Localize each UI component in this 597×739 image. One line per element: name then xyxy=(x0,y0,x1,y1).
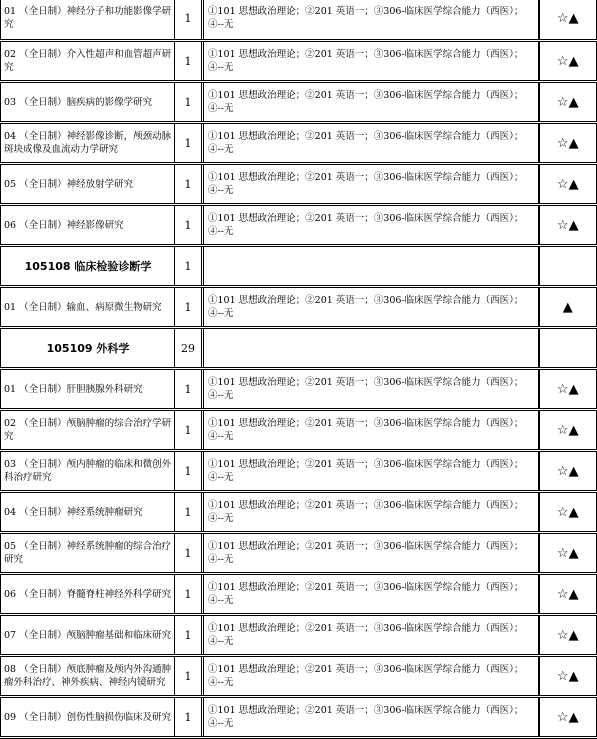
table-row xyxy=(1,574,597,615)
remark-symbol: ☆▲ xyxy=(539,656,597,697)
remark-symbol: ☆▲ xyxy=(539,41,597,82)
exam-subjects xyxy=(204,328,539,369)
table-row xyxy=(1,656,597,697)
remark-symbol: ☆▲ xyxy=(539,615,597,656)
direction-name: 09 （全日制）创伤性脑损伤临床及研究 xyxy=(1,697,175,738)
direction-name: 01 （全日制）输血、病原微生物研究 xyxy=(1,287,175,328)
enrollment-count: 1 xyxy=(175,451,202,492)
exam-subjects: ①101 思想政治理论；②201 英语一；③306-临床医学综合能力（西医）；④--无 xyxy=(204,615,539,656)
remark-symbol: ☆▲ xyxy=(539,205,597,246)
exam-subjects: ①101 思想政治理论；②201 英语一；③306-临床医学综合能力（西医）；④--无 xyxy=(204,164,539,205)
direction-name: 05 （全日制）神经放射学研究 xyxy=(1,164,175,205)
exam-subjects: ①101 思想政治理论；②201 英语一；③306-临床医学综合能力（西医）；④--无 xyxy=(204,492,539,533)
enrollment-count: 1 xyxy=(175,0,202,41)
enrollment-count: 1 xyxy=(175,533,202,574)
table-row xyxy=(1,492,597,533)
enrollment-count: 1 xyxy=(175,410,202,451)
table-row xyxy=(1,205,597,246)
direction-name: 02 （全日制）颅脑肿瘤的综合治疗学研究 xyxy=(1,410,175,451)
enrollment-count: 1 xyxy=(175,246,202,287)
enrollment-count: 1 xyxy=(175,41,202,82)
table-row xyxy=(1,451,597,492)
direction-name: 02 （全日制）介入性超声和血管超声研究 xyxy=(1,41,175,82)
exam-subjects: ①101 思想政治理论；②201 英语一；③306-临床医学综合能力（西医）；④--无 xyxy=(204,533,539,574)
exam-subjects: ①101 思想政治理论；②201 英语一；③306-临床医学综合能力（西医）；④--无 xyxy=(204,41,539,82)
remark-symbol: ☆▲ xyxy=(539,164,597,205)
exam-subjects: ①101 思想政治理论；②201 英语一；③306-临床医学综合能力（西医）；④--无 xyxy=(204,410,539,451)
direction-name: 03 （全日制）颅内肿瘤的临床和微创外科治疗研究 xyxy=(1,451,175,492)
remark-symbol: ☆▲ xyxy=(539,123,597,164)
table-row xyxy=(1,123,597,164)
direction-name: 05 （全日制）神经系统肿瘤的综合治疗研究 xyxy=(1,533,175,574)
remark-symbol: ☆▲ xyxy=(539,0,597,41)
direction-name: 07 （全日制）颅脑肿瘤基础和临床研究 xyxy=(1,615,175,656)
remark-symbol: ☆▲ xyxy=(539,82,597,123)
enrollment-count: 1 xyxy=(175,369,202,410)
exam-subjects: ①101 思想政治理论；②201 英语一；③306-临床医学综合能力（西医）；④--无 xyxy=(204,0,539,41)
enrollment-count: 1 xyxy=(175,574,202,615)
table-row xyxy=(1,369,597,410)
direction-name: 03 （全日制）脑疾病的影像学研究 xyxy=(1,82,175,123)
major-name: 105108 临床检验诊断学 xyxy=(1,246,175,287)
remark-symbol: ☆▲ xyxy=(539,369,597,410)
exam-subjects: ①101 思想政治理论；②201 英语一；③306-临床医学综合能力（西医）；④--无 xyxy=(204,287,539,328)
table-row xyxy=(1,410,597,451)
enrollment-count: 1 xyxy=(175,287,202,328)
remark-symbol xyxy=(539,246,597,287)
table-row xyxy=(1,41,597,82)
remark-symbol: ☆▲ xyxy=(539,492,597,533)
enrollment-count: 1 xyxy=(175,123,202,164)
table-row xyxy=(1,0,597,41)
remark-symbol: ☆▲ xyxy=(539,410,597,451)
table-row xyxy=(1,615,597,656)
exam-subjects: ①101 思想政治理论；②201 英语一；③306-临床医学综合能力（西医）；④--无 xyxy=(204,697,539,738)
exam-subjects xyxy=(204,246,539,287)
remark-symbol: ▲ xyxy=(539,287,597,328)
enrollment-count: 1 xyxy=(175,164,202,205)
direction-name: 01 （全日制）肝胆胰腺外科研究 xyxy=(1,369,175,410)
major-row xyxy=(1,328,597,369)
direction-name: 04 （全日制）神经系统肿瘤研究 xyxy=(1,492,175,533)
direction-name: 08 （全日制）颅底肿瘤及颅内外沟通肿瘤外科治疗、神外疾病、神经内镜研究 xyxy=(1,656,175,697)
exam-subjects: ①101 思想政治理论；②201 英语一；③306-临床医学综合能力（西医）；④--无 xyxy=(204,123,539,164)
remark-symbol xyxy=(539,328,597,369)
direction-name: 01 （全日制）神经分子和功能影像学研究 xyxy=(1,0,175,41)
exam-subjects: ①101 思想政治理论；②201 英语一；③306-临床医学综合能力（西医）；④--无 xyxy=(204,656,539,697)
enrollment-count: 1 xyxy=(175,492,202,533)
remark-symbol: ☆▲ xyxy=(539,574,597,615)
remark-symbol: ☆▲ xyxy=(539,533,597,574)
exam-subjects: ①101 思想政治理论；②201 英语一；③306-临床医学综合能力（西医）；④--无 xyxy=(204,369,539,410)
direction-name: 06 （全日制）神经影像研究 xyxy=(1,205,175,246)
direction-name: 06 （全日制）脊髓脊柱神经外科学研究 xyxy=(1,574,175,615)
exam-subjects: ①101 思想政治理论；②201 英语一；③306-临床医学综合能力（西医）；④--无 xyxy=(204,574,539,615)
enrollment-count: 1 xyxy=(175,615,202,656)
exam-subjects: ①101 思想政治理论；②201 英语一；③306-临床医学综合能力（西医）；④--无 xyxy=(204,451,539,492)
enrollment-count: 29 xyxy=(175,328,202,369)
major-name: 105109 外科学 xyxy=(1,328,175,369)
major-row xyxy=(1,246,597,287)
enrollment-count: 1 xyxy=(175,697,202,738)
direction-name: 04 （全日制）神经影像诊断，颅颈动脉斑块成像及血流动力学研究 xyxy=(1,123,175,164)
exam-subjects: ①101 思想政治理论；②201 英语一；③306-临床医学综合能力（西医）；④--无 xyxy=(204,205,539,246)
enrollment-count: 1 xyxy=(175,205,202,246)
table-row xyxy=(1,533,597,574)
remark-symbol: ☆▲ xyxy=(539,451,597,492)
enrollment-count: 1 xyxy=(175,82,202,123)
table-row xyxy=(1,697,597,738)
table-row xyxy=(1,287,597,328)
table-body xyxy=(1,0,597,738)
remark-symbol: ☆▲ xyxy=(539,697,597,738)
enrollment-count: 1 xyxy=(175,656,202,697)
table-row xyxy=(1,164,597,205)
table-row xyxy=(1,82,597,123)
exam-subjects: ①101 思想政治理论；②201 英语一；③306-临床医学综合能力（西医）；④--无 xyxy=(204,82,539,123)
